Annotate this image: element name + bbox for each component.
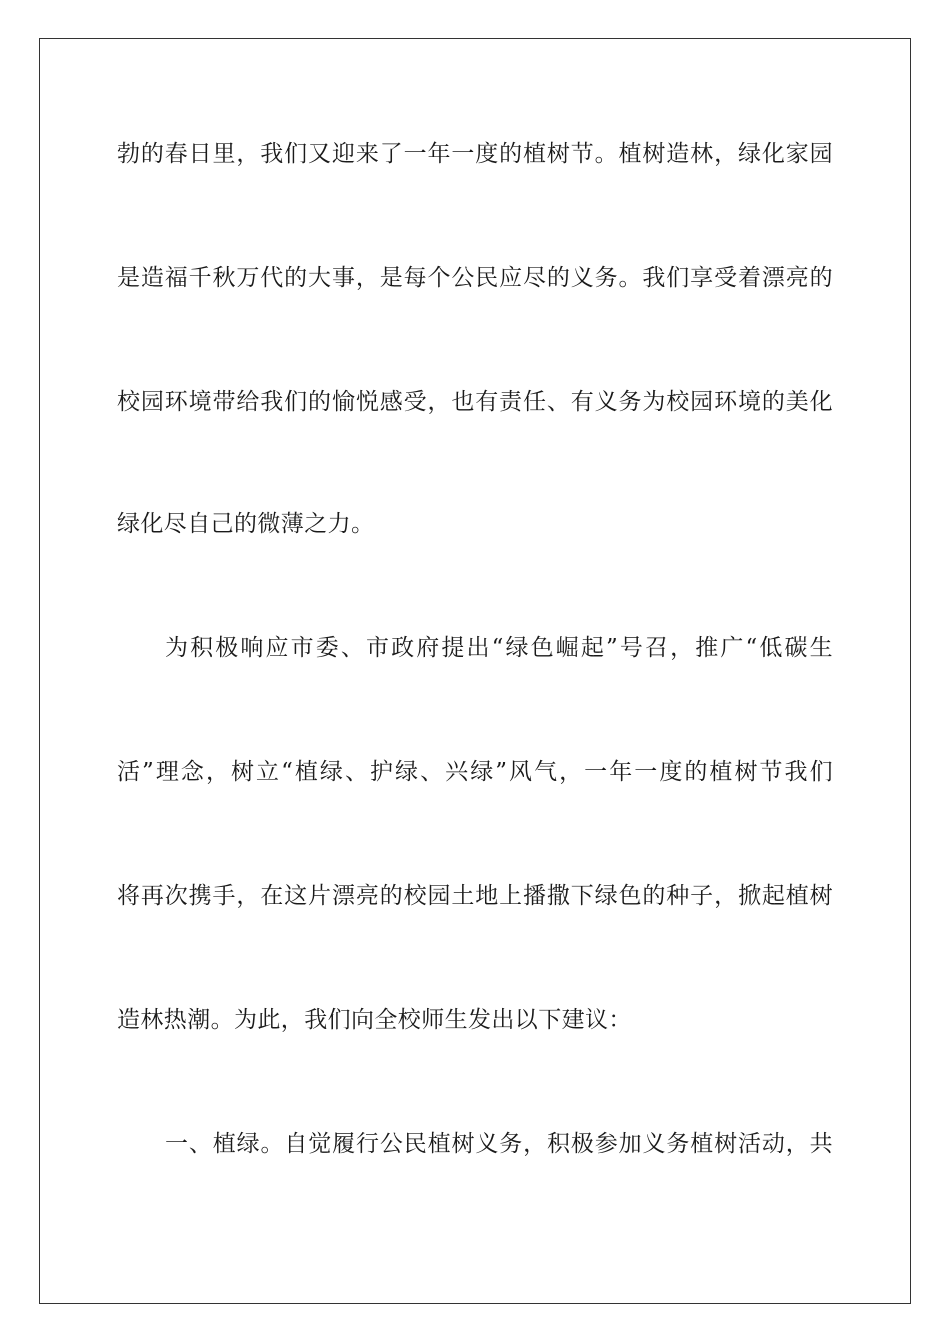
- page-border: [39, 38, 911, 1304]
- paragraph-2-line-4: 造林热潮。为此，我们向全校师生发出以下建议：: [117, 1007, 632, 1033]
- paragraph-2-line-2: 活”理念，树立“植绿、护绿、兴绿”风气，一年一度的植树节我们: [117, 759, 833, 785]
- paragraph-2-line-1: 为积极响应市委、市政府提出“绿色崛起”号召，推广“低碳生: [165, 635, 833, 661]
- paragraph-2-line-3: 将再次携手，在这片漂亮的校园土地上播撒下绿色的种子，掀起植树: [117, 883, 833, 909]
- paragraph-3-line-1: 一、植绿。自觉履行公民植树义务，积极参加义务植树活动，共: [165, 1131, 833, 1157]
- paragraph-1-line-2: 是造福千秋万代的大事，是每个公民应尽的义务。我们享受着漂亮的: [117, 265, 833, 291]
- paragraph-1-line-3: 校园环境带给我们的愉悦感受，也有责任、有义务为校园环境的美化: [117, 389, 833, 415]
- paragraph-1-line-4: 绿化尽自己的微薄之力。: [117, 511, 375, 537]
- paragraph-1-line-1: 勃的春日里，我们又迎来了一年一度的植树节。植树造林，绿化家园: [117, 141, 833, 167]
